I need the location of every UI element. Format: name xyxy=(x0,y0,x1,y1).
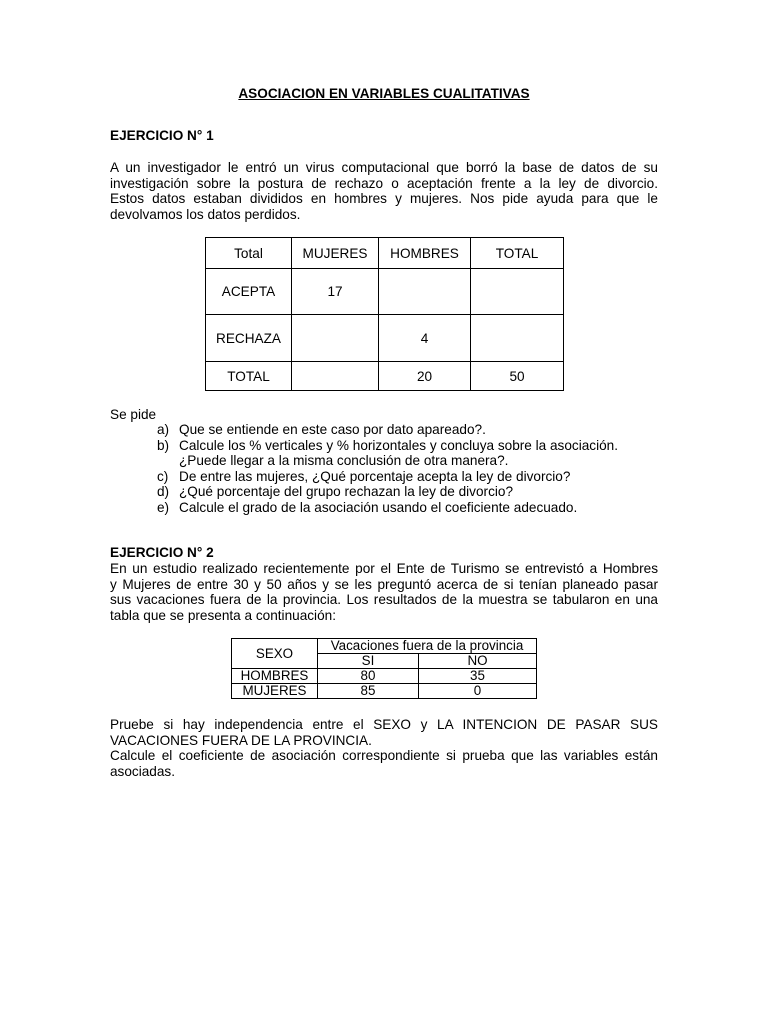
statement-line: Estos datos estaban divididos en hombres y mujeres. Nos pide ayuda para que le xyxy=(110,191,658,206)
corner-header: SEXO xyxy=(232,639,318,669)
row-label: RECHAZA xyxy=(206,315,292,362)
list-item xyxy=(150,484,670,500)
statement-line: tabla que se presenta a continuación: xyxy=(110,607,336,623)
statement-line: y Mujeres de entre 30 y 50 años y se les preguntó acerca de si tenían planeado pasar xyxy=(110,576,658,592)
table-cell: 20 xyxy=(379,362,471,391)
instruction-line: Pruebe si hay independencia entre el SEXO y LA INTENCION DE PASAR SUS xyxy=(110,717,658,732)
item-text-continued: ¿Puede llegar a la misma conclusión de otra manera?. xyxy=(179,453,509,468)
table-header-row xyxy=(232,639,537,654)
se-pide-label: Se pide xyxy=(110,407,157,422)
table-row xyxy=(206,315,564,362)
instruction-line: Calcule el coeficiente de asociación correspondiente si prueba que las variables están xyxy=(110,748,658,763)
list-item xyxy=(150,469,670,485)
list-item xyxy=(150,422,670,438)
item-marker: a) xyxy=(157,422,170,437)
instruction-line: asociadas. xyxy=(110,763,175,779)
question-list xyxy=(150,422,670,515)
item-marker: e) xyxy=(157,499,170,515)
table-cell: 50 xyxy=(471,362,564,391)
header-cell: HOMBRES xyxy=(379,238,471,269)
item-marker: b) xyxy=(157,437,170,453)
instruction-line: VACACIONES FUERA DE LA PROVINCIA. xyxy=(110,732,372,748)
table-cell: 35 xyxy=(419,669,537,684)
table-header-row xyxy=(206,238,564,269)
row-label: TOTAL xyxy=(206,362,292,391)
header-cell: Total xyxy=(206,238,292,269)
header-cell: SI xyxy=(318,654,419,669)
table-row xyxy=(232,684,537,699)
statement-line: A un investigador le entró un virus computacional que borró la base de datos de su xyxy=(110,160,658,175)
item-text: Que se entiende en este caso por dato apareado?. xyxy=(179,422,486,437)
item-text: Calcule los % verticales y % horizontales y concluya sobre la asociación. xyxy=(179,437,618,453)
exercise-2-table xyxy=(231,638,537,699)
statement-line: sus vacaciones fuera de la provincia. Los resultados de la muestra se tabularon en una xyxy=(110,592,658,607)
row-label: ACEPTA xyxy=(206,269,292,315)
statement-line: investigación sobre la postura de rechazo o aceptación frente a la ley de divorcio. xyxy=(110,175,658,191)
exercise-2-instructions xyxy=(110,717,658,779)
table-cell xyxy=(471,315,564,362)
table-cell xyxy=(471,269,564,315)
header-cell: NO xyxy=(419,654,537,669)
item-text: De entre las mujeres, ¿Qué porcentaje acepta la ley de divorcio? xyxy=(179,468,571,484)
table-cell: 0 xyxy=(419,684,537,699)
table-cell xyxy=(292,362,379,391)
table-cell: 4 xyxy=(379,315,471,362)
list-item xyxy=(150,500,670,516)
item-text: ¿Qué porcentaje del grupo rechazan la ley de divorcio? xyxy=(179,484,514,499)
header-cell: TOTAL xyxy=(471,238,564,269)
header-cell: MUJERES xyxy=(292,238,379,269)
exercise-2-statement xyxy=(110,561,658,623)
table-cell xyxy=(292,315,379,362)
table-row xyxy=(206,269,564,315)
table-cell xyxy=(379,269,471,315)
row-label: MUJERES xyxy=(232,684,318,699)
exercise-1-statement xyxy=(110,160,658,222)
item-marker: c) xyxy=(157,468,169,484)
exercise-2-heading: EJERCICIO N° 2 xyxy=(110,545,214,560)
group-header: Vacaciones fuera de la provincia xyxy=(318,639,537,654)
row-label: HOMBRES xyxy=(232,669,318,684)
item-marker: d) xyxy=(157,484,170,499)
table-row xyxy=(232,669,537,684)
document-title: ASOCIACION EN VARIABLES CUALITATIVAS xyxy=(238,86,530,101)
exercise-1-heading: EJERCICIO N° 1 xyxy=(110,128,214,143)
statement-line: En un estudio realizado recientemente por el Ente de Turismo se entrevistó a Hombres xyxy=(110,561,658,576)
table-cell: 17 xyxy=(292,269,379,315)
exercise-1-table xyxy=(205,237,564,391)
table-cell: 85 xyxy=(318,684,419,699)
statement-line: devolvamos los datos perdidos. xyxy=(110,206,301,222)
item-text: Calcule el grado de la asociación usando el coeficiente adecuado. xyxy=(179,499,578,515)
list-item xyxy=(150,438,670,469)
table-cell: 80 xyxy=(318,669,419,684)
table-row xyxy=(206,362,564,391)
